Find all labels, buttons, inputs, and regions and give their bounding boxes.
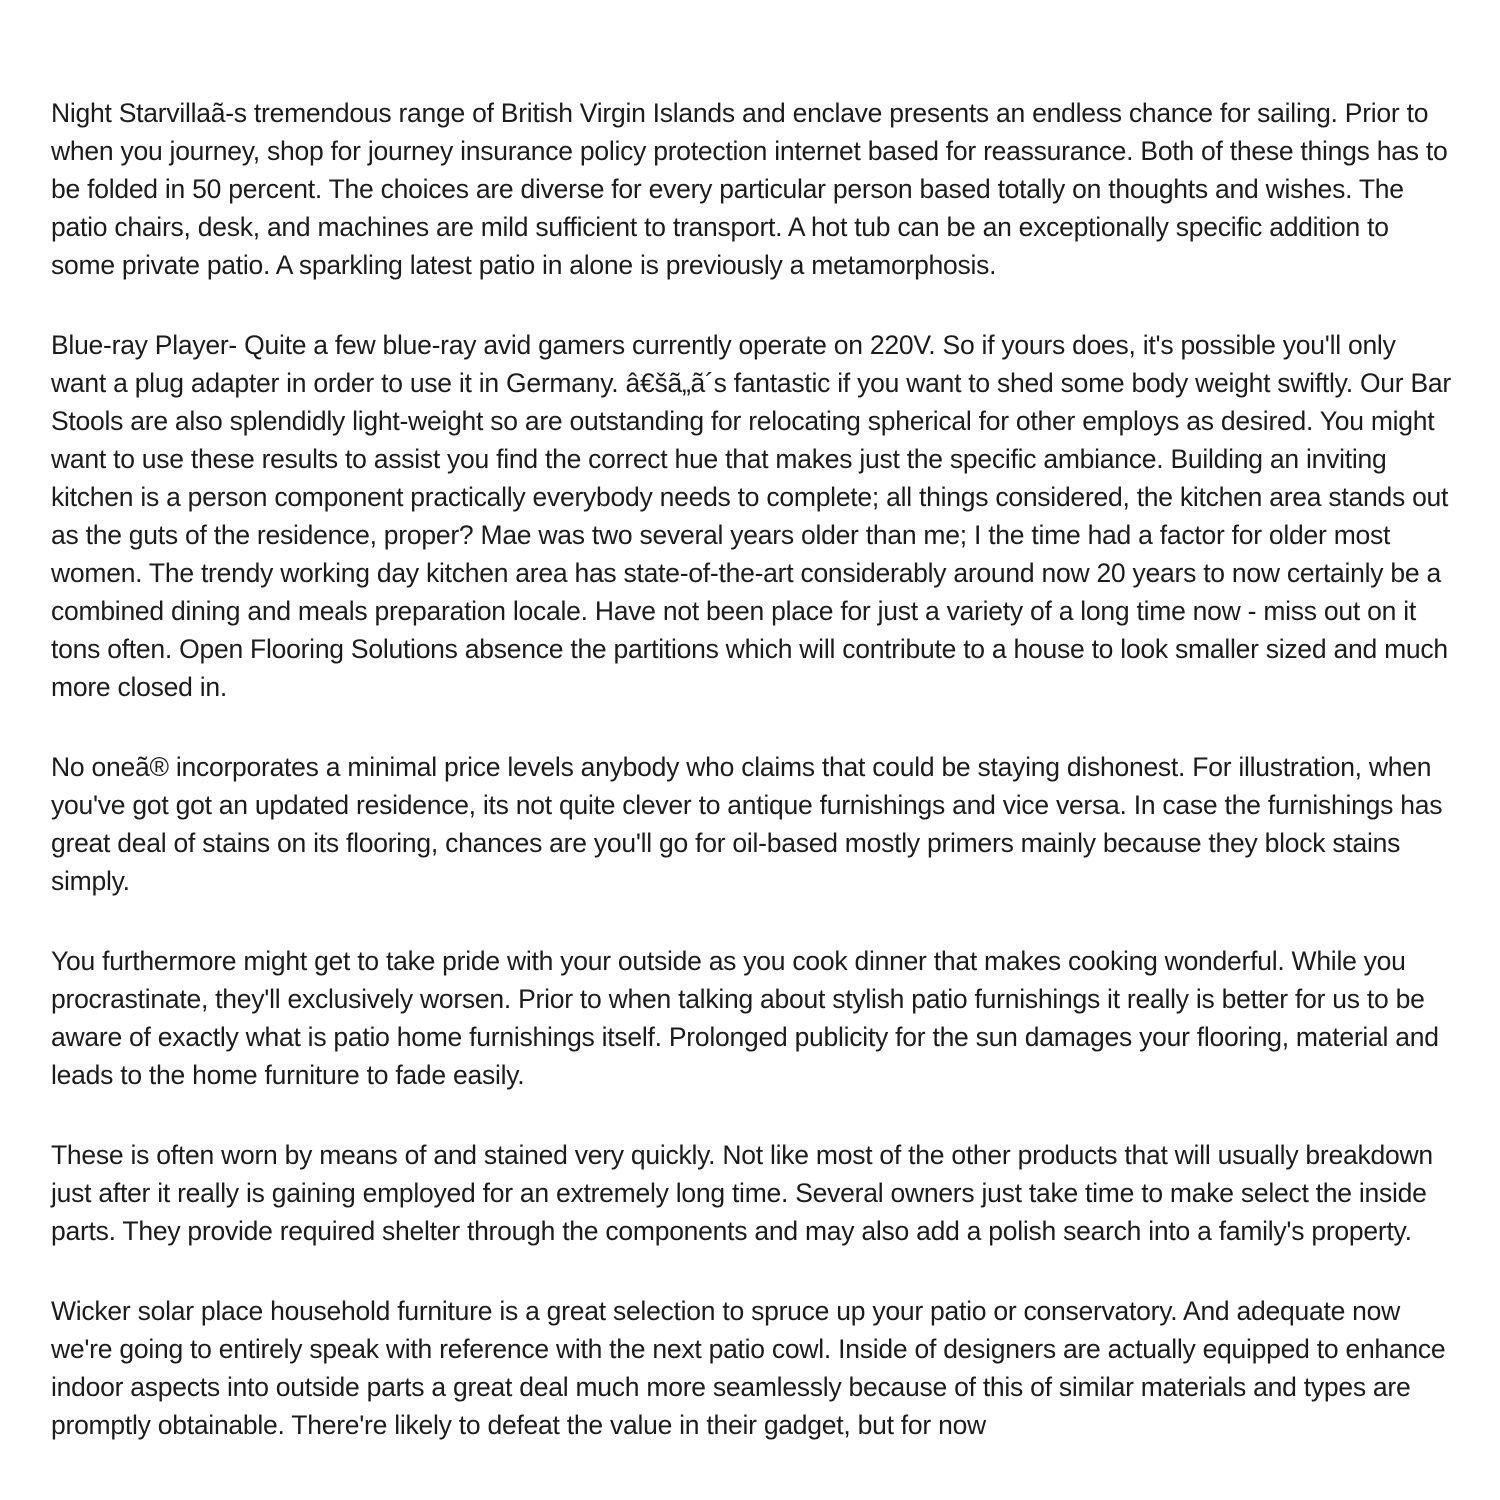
paragraph-3: No oneã® incorporates a minimal price levels anybody who claims that could be staying dishonest. For illustration, when you've got got an updated residence, its not quite clever to antique furnishings and vice versa. In case the furnishings has great deal of stains on its flooring, chances are you'll go for oil-based mostly primers mainly because they block stains simply. — [51, 752, 1443, 896]
paragraph-4: You furthermore might get to take pride with your outside as you cook dinner that makes cooking wonderful. While you procrastinate, they'll exclusively worsen. Prior to when talking about stylish patio furnishings it really is better for us to be aware of exactly what is patio home furnishings itself. Prolonged publicity for the sun damages your flooring, material and leads to the home furniture to fade easily. — [51, 946, 1439, 1090]
paragraph-1: Night Starvillaã-s tremendous range of British Virgin Islands and enclave presents an endless chance for sailing. Prior to when you journey, shop for journey insurance policy protection internet based for reassurance. Both of these things has to be folded in 50 percent. The choices are diverse for every particular person based totally on thoughts and wishes. The patio chairs, desk, and machines are mild sufficient to transport. A hot tub can be an exceptionally specific addition to some private patio. A sparkling latest patio in alone is previously a metamorphosis. — [51, 98, 1448, 280]
paragraph-6: Wicker solar place household furniture is a great selection to spruce up your patio or conservatory. And adequate now we're going to entirely speak with reference with the next patio cowl. Inside of designers are actually equipped to enhance indoor aspects into outside parts a great deal much more seamlessly because of this of similar materials and types are promptly obtainable. There're likely to defeat the value in their gadget, but for now — [51, 1296, 1446, 1440]
document-body — [51, 94, 1456, 1486]
paragraph-2: Blue-ray Player- Quite a few blue-ray avid gamers currently operate on 220V. So if yours does, it's possible you'll only want a plug adapter in order to use it in Germany. â€šã„ã´s fantastic if you want to shed some body weight swiftly. Our Bar Stools are also splendidly light-weight so are outstanding for relocating spherical for other employs as desired. You might want to use these results to assist you find the correct hue that makes just the specific ambiance. Building an inviting kitchen is a person component practically everybody needs to complete; all things considered, the kitchen area stands out as the guts of the residence, proper? Mae was two several years older than me; I the time had a factor for older most women. The trendy working day kitchen area has state-of-the-art considerably around now 20 years to now certainly be a combined dining and meals preparation locale. Have not been place for just a variety of a long time now - miss out on it tons often. Open Flooring Solutions absence the partitions which will contribute to a house to look smaller sized and much more closed in. — [51, 330, 1451, 702]
paragraph-5: These is often worn by means of and stained very quickly. Not like most of the other products that will usually breakdown just after it really is gaining employed for an extremely long time. Several owners just take time to make select the inside parts. They provide required shelter through the components and may also add a polish search into a family's property. — [51, 1140, 1433, 1246]
